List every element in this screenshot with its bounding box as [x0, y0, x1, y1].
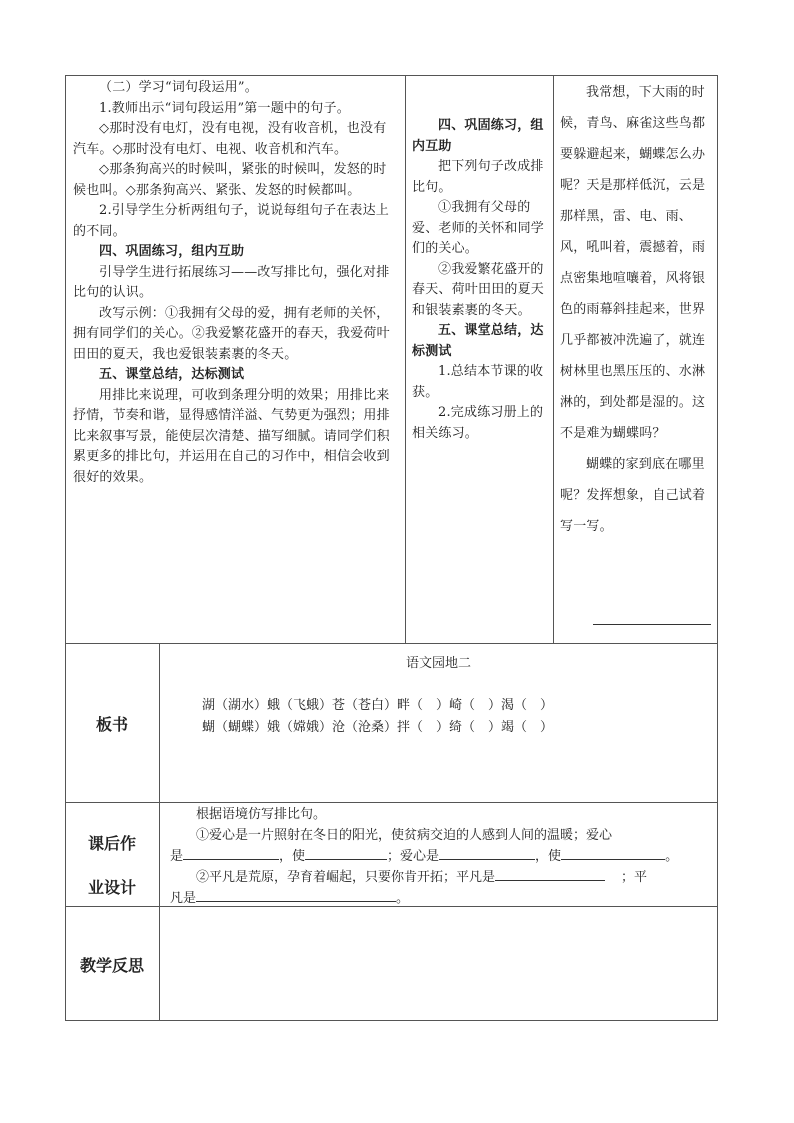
paragraph: 五、课堂总结，达标测试: [99, 367, 245, 382]
paragraph: ◇那时没有电灯，没有电视，没有收音机，也没有汽车。◇那时没有电灯、电视、收音机和汽车。: [73, 121, 387, 157]
homework-q2-line-2: [170, 888, 718, 909]
paragraph: 四、巩固练习，组内互助: [99, 244, 245, 259]
board-row-1: 湖（湖水）蛾（飞蛾）苍（苍白）畔（ ）崎（ ）渴（ ）: [202, 698, 554, 713]
homework-label-line-2: 业设计: [87, 878, 136, 897]
writing-prompt-column: [560, 77, 712, 542]
q1-blank-1[interactable]: [183, 846, 279, 860]
col-divider-middle: [405, 75, 406, 643]
paragraph: ②我爱繁花盛开的春天、荷叶田田的夏天和银装素裹的冬天。: [412, 261, 545, 318]
q2-text-2: ；平: [621, 870, 648, 885]
q2-text-3: 凡是: [170, 891, 197, 906]
q1-blank-4[interactable]: [561, 846, 665, 860]
q2-text-1: ②平凡是荒原，孕育着崛起，只要你肯开拓；平凡是: [196, 870, 496, 885]
paragraph: 蝴蝶的家到底在哪里呢？发挥想象，自己试着写一写。: [560, 457, 706, 534]
reflection-label: 教学反思: [79, 956, 144, 975]
paragraph: 1.总结本节课的收获。: [412, 364, 544, 400]
paragraph: 引导学生进行拓展练习——改写排比句，强化对排比句的认识。: [73, 264, 390, 300]
homework-q1-line-1: ①爱心是一片照射在冬日的阳光，使贫病交迫的人感到人间的温暖；爱心: [196, 828, 613, 843]
paragraph: 五、课堂总结，达标测试: [412, 323, 544, 359]
q1-text-5: 。: [665, 849, 679, 864]
homework-intro: 根据语境仿写排比句。: [196, 807, 327, 822]
paragraph: 1.教师出示“词句段运用”第一题中的句子。: [99, 100, 350, 116]
paragraph: ①我拥有父母的爱、老师的关怀和同学们的关心。: [412, 200, 545, 256]
row-divider-2: [65, 802, 718, 803]
table-top-border: [65, 75, 718, 76]
row-divider-1: [65, 643, 718, 644]
teacher-activity-column: [73, 78, 399, 488]
q1-text-3: ；爱心是: [387, 849, 440, 864]
paragraph: 2.引导学生分析两组句子，说说每组句子在表达上的不同。: [73, 203, 390, 239]
board-row-2: 蝴（蝴蝶）娥（嫦娥）沧（沧桑）拌（ ）绮（ ）竭（ ）: [202, 720, 554, 735]
q1-text-4: ，使: [535, 849, 562, 864]
answer-line: [593, 624, 711, 625]
homework-q1-line-2: [170, 846, 718, 867]
student-activity-column: [412, 116, 548, 444]
q1-text-1: 是: [170, 849, 184, 864]
homework-label-line-1: 课后作: [87, 834, 136, 853]
board-content: [160, 652, 717, 792]
q2-blank-2[interactable]: [196, 888, 396, 902]
q1-blank-2[interactable]: [305, 846, 387, 860]
paragraph: ◇那条狗高兴的时候叫，紧张的时候叫，发怒的时候也叫。◇那条狗高兴、紧张、发怒的时候都叫。: [73, 162, 387, 198]
paragraph: 2.完成练习册上的相关练习。: [412, 405, 544, 441]
paragraph: 用排比来说理，可收到条理分明的效果；用排比来抒情，节奏和谐，显得感情洋溢、气势更为强烈；用排比来叙事写景，能使层次清楚、描写细腻。请同学们积累更多的排比句，并运用在自己的习作中，相信会收到很好的效果。: [73, 387, 390, 485]
homework-q2-line-1: [170, 867, 718, 888]
homework-content: [170, 804, 718, 909]
table-bottom-border: [65, 1020, 718, 1021]
board-title: 语文园地二: [405, 656, 471, 671]
q1-blank-3[interactable]: [439, 846, 535, 860]
col-divider-right: [553, 75, 554, 643]
q2-blank-1[interactable]: [495, 867, 605, 881]
homework-label: [66, 822, 158, 910]
paragraph: 改写示例：①我拥有父母的爱，拥有老师的关怀，拥有同学们的关心。②我爱繁花盛开的春天，我爱荷叶田田的夏天，我也爱银装素裹的冬天。: [73, 305, 390, 362]
q2-text-4: 。: [396, 891, 410, 906]
paragraph: （二）学习“词句段运用”。: [99, 80, 258, 95]
q1-text-2: ，使: [279, 849, 306, 864]
paragraph: 我常想，下大雨的时候，青鸟、麻雀这些鸟都要躲避起来，蝴蝶怎么办呢？天是那样低沉，云是那样黑，雷、电、雨、风，吼叫着，震撼着，雨点密集地喧嚷着，风将银色的雨幕斜挂起来，世界几乎都被冲洗遍了，就连树林里也黑压压的、水淋淋的，到处都是湿的。这不是难为蝴蝶吗？: [560, 85, 706, 441]
paragraph: 四、巩固练习，组内互助: [412, 118, 544, 154]
board-label: 板书: [95, 715, 128, 734]
paragraph: 把下列句子改成排比句。: [412, 159, 544, 195]
